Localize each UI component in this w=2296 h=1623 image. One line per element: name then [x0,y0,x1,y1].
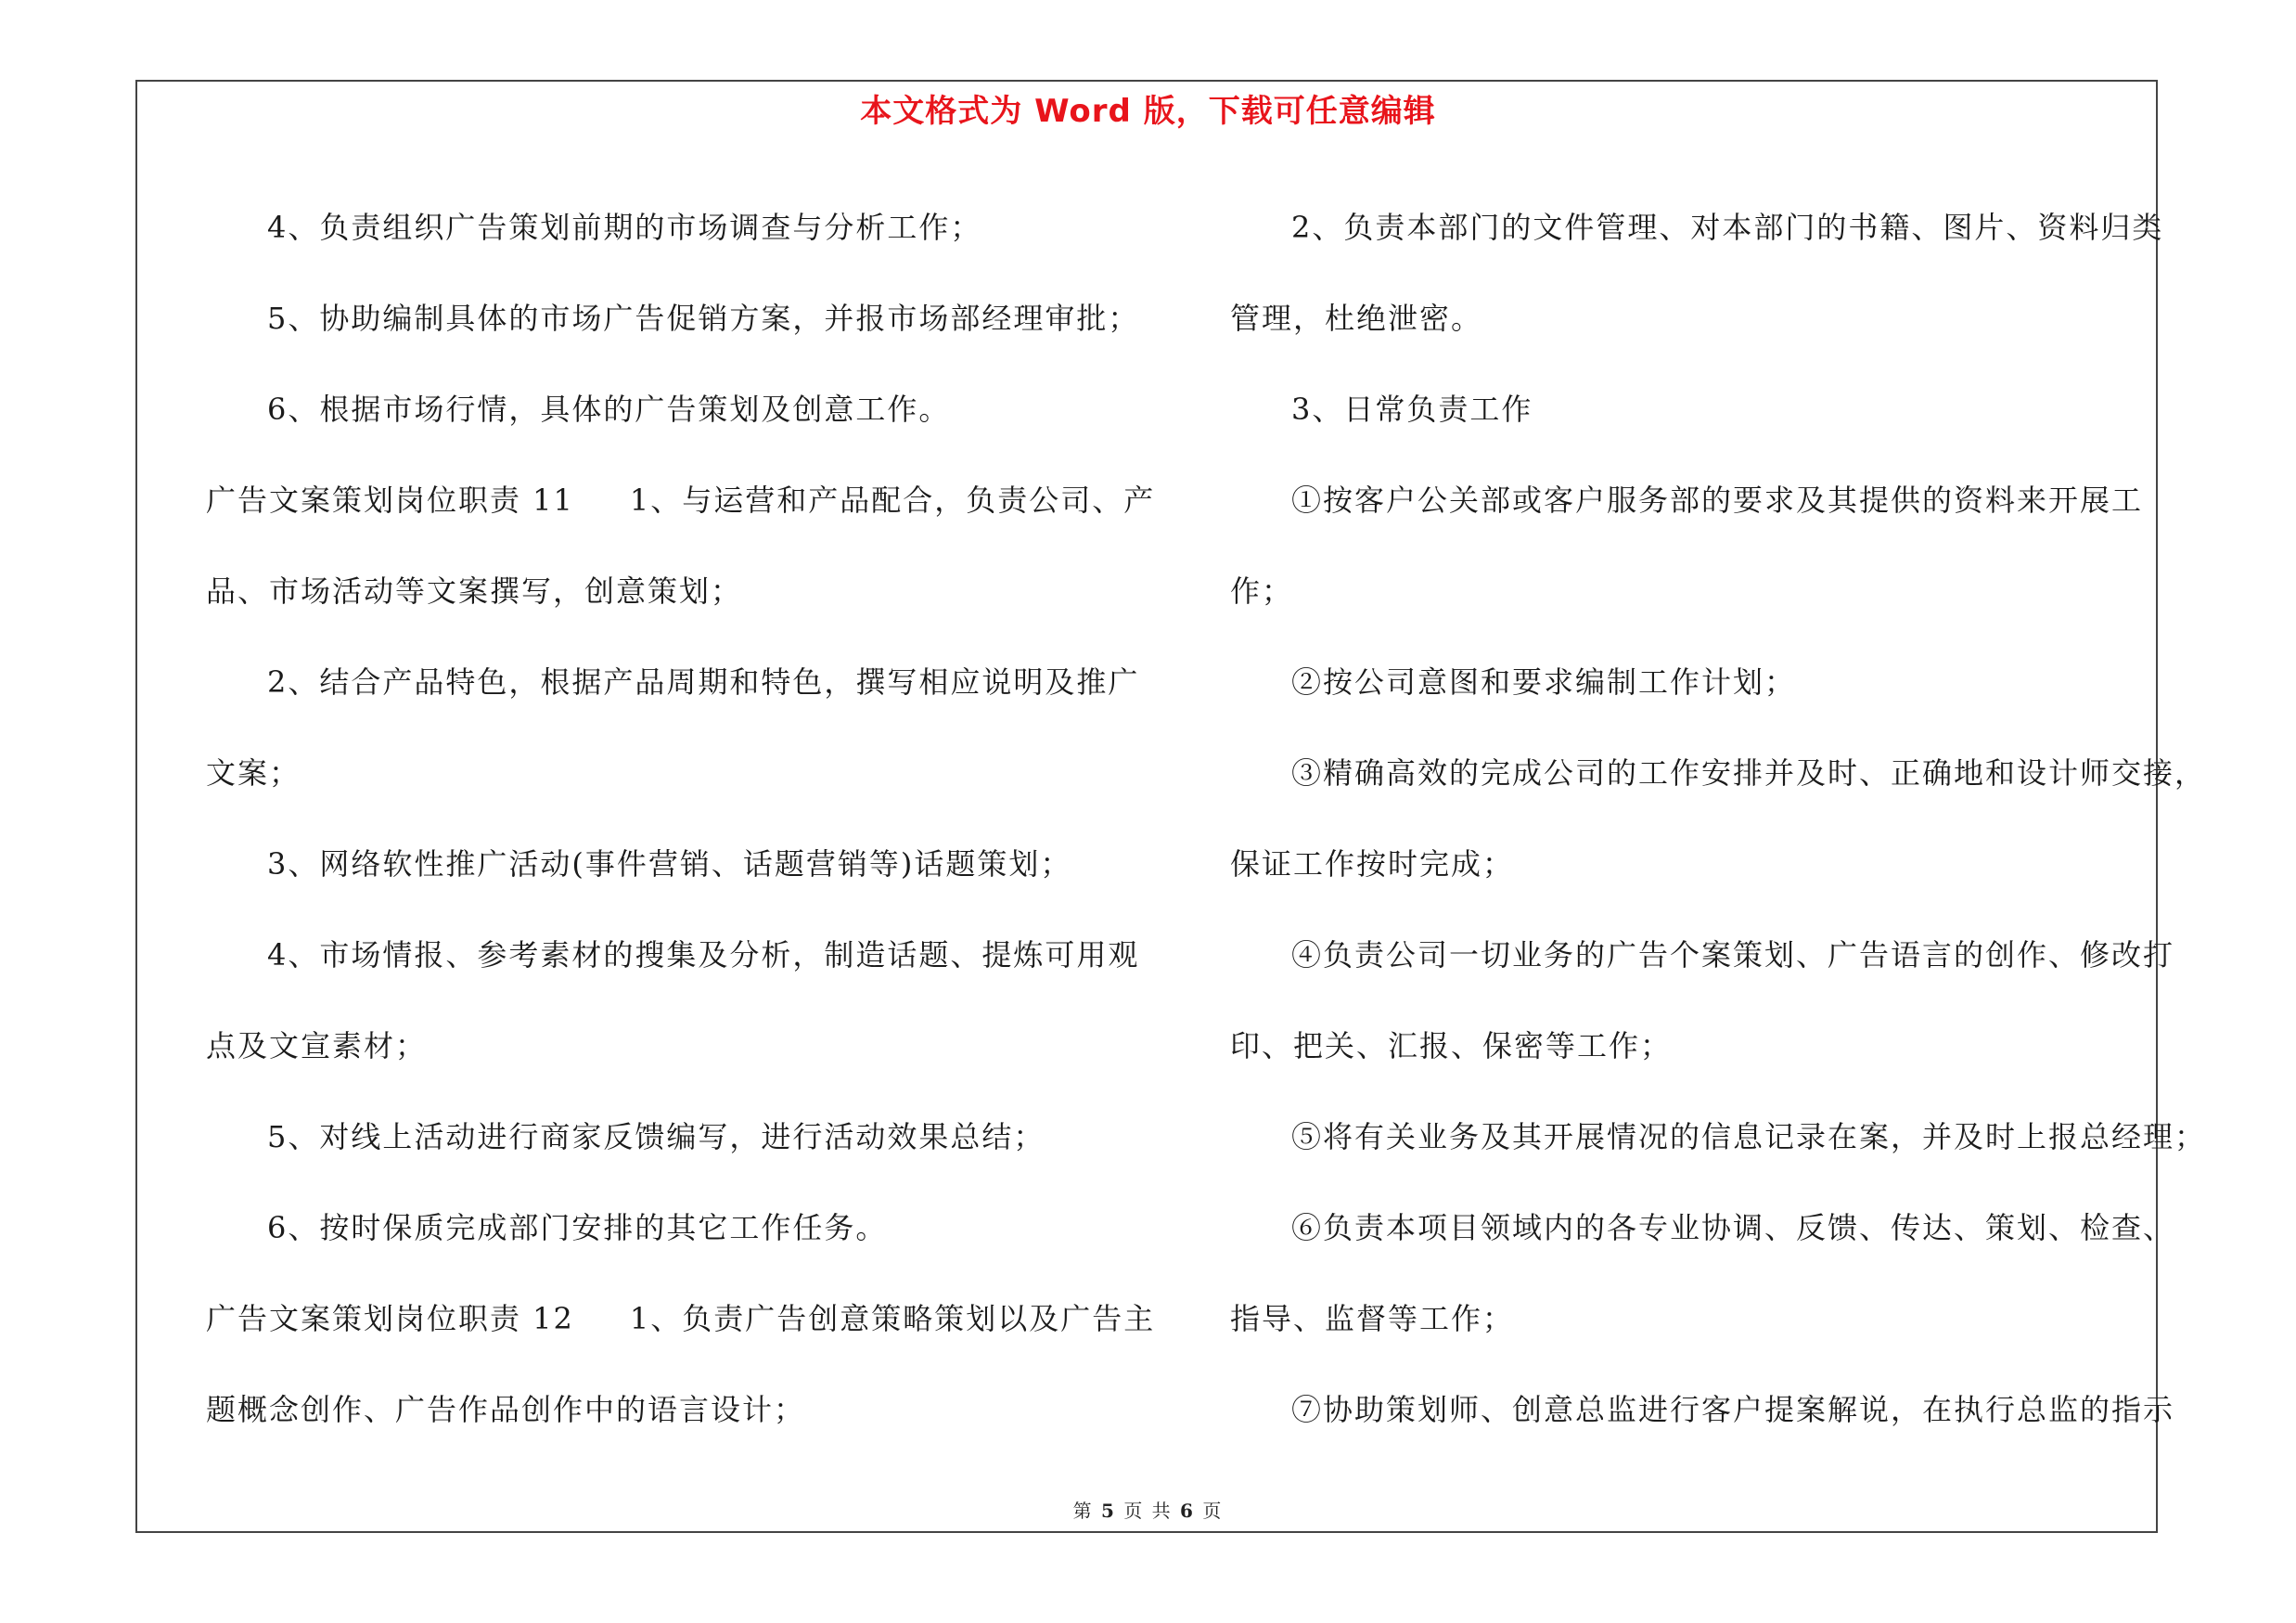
line-text: ⑥负责本项目领域内的各专业协调、反馈、传达、策划、检查、 [1291,1210,2175,1245]
left-column [206,182,1156,1455]
line-text: 6、根据市场行情，具体的广告策划及创意工作。 [267,392,951,427]
line-text: ④负责公司一切业务的广告个案策划、广告语言的创作、修改打 [1291,937,2175,973]
line-text: ③精确高效的完成公司的工作安排并及时、正确地和设计师交接， [1291,755,2207,791]
paragraph-line [1230,909,2175,1000]
line-text: 5、协助编制具体的市场广告促销方案，并报市场部经理审批； [267,301,1140,336]
line-text: 4、市场情报、参考素材的搜集及分析，制造话题、提炼可用观 [267,937,1140,973]
line-text: ⑤将有关业务及其开展情况的信息记录在案，并及时上报总经理； [1291,1119,2207,1154]
paragraph-line [206,1364,1134,1455]
paragraph-line [206,1091,1134,1182]
paragraph-line [1230,818,2153,909]
line-text: 3、日常负责工作 [1291,392,1533,427]
line-text: 1、负责广告创意策略策划以及广告主 [629,1301,1156,1336]
paragraph-line [1230,182,2164,273]
section-heading: 广告文案策划岗位职责 11 [206,483,574,518]
line-text: 保证工作按时完成； [1230,846,1515,882]
line-text: 2、负责本部门的文件管理、对本部门的书籍、图片、资料归类 [1291,210,2164,245]
paragraph-line [206,1000,1134,1091]
footer-prefix: 第 [1072,1500,1094,1522]
paragraph-line [1230,1000,2153,1091]
line-text: ①按客户公关部或客户服务部的要求及其提供的资料来开展工 [1291,483,2144,518]
line-text: 题概念创作、广告作品创作中的语言设计； [206,1392,806,1427]
line-text: 点及文宣素材； [206,1028,428,1063]
format-notice-banner: 本文格式为 Word 版，下载可任意编辑 [860,93,1436,130]
paragraph-line [206,728,1134,818]
line-text: ②按公司意图和要求编制工作计划； [1291,664,1797,700]
line-text: 3、网络软性推广活动(事件营销、话题营销等)话题策划； [267,846,1072,882]
line-text: 品、市场活动等文案撰写，创意策划； [206,573,743,609]
line-text: 管理，杜绝泄密。 [1230,301,1483,336]
paragraph-line [206,1273,1156,1364]
line-text: 5、对线上活动进行商家反馈编写，进行活动效果总结； [267,1119,1045,1154]
paragraph-line [206,909,1140,1000]
line-text: 2、结合产品特色，根据产品周期和特色，撰写相应说明及推广 [267,664,1140,700]
paragraph-line [1230,1364,2175,1455]
page-footer [0,1496,2296,1523]
paragraph-line [206,455,1156,546]
line-text: 4、负责组织广告策划前期的市场调查与分析工作； [267,210,982,245]
right-column [1230,182,2207,1455]
section-heading: 广告文案策划岗位职责 12 [206,1301,574,1336]
line-text: 印、把关、汇报、保密等工作； [1230,1028,1673,1063]
line-text: 指导、监督等工作； [1230,1301,1515,1336]
paragraph-line [1230,1091,2207,1182]
paragraph-line [1230,455,2153,546]
paragraph-line [206,273,1140,364]
footer-suffix: 页 [1202,1500,1224,1522]
footer-middle: 页 共 [1123,1500,1173,1522]
line-text: 文案； [206,755,301,791]
paragraph-line [1230,728,2207,818]
paragraph-line [1230,637,2153,728]
line-text: 作； [1230,573,1294,609]
paragraph-line [1230,273,2153,364]
paragraph-line [1230,1273,2153,1364]
paragraph-line [206,546,1134,637]
paragraph-line [1230,546,2153,637]
current-page-number: 5 [1101,1500,1116,1522]
total-page-count: 6 [1180,1500,1195,1522]
paragraph-line [206,1182,1134,1273]
line-text: 1、与运营和产品配合，负责公司、产 [629,483,1156,518]
paragraph-line [206,637,1140,728]
line-text: ⑦协助策划师、创意总监进行客户提案解说，在执行总监的指示 [1291,1392,2175,1427]
paragraph-line [1230,1182,2175,1273]
paragraph-line [1230,364,2153,455]
paragraph-line [206,182,1134,273]
line-text: 6、按时保质完成部门安排的其它工作任务。 [267,1210,888,1245]
paragraph-line [206,364,1134,455]
paragraph-line [206,818,1134,909]
